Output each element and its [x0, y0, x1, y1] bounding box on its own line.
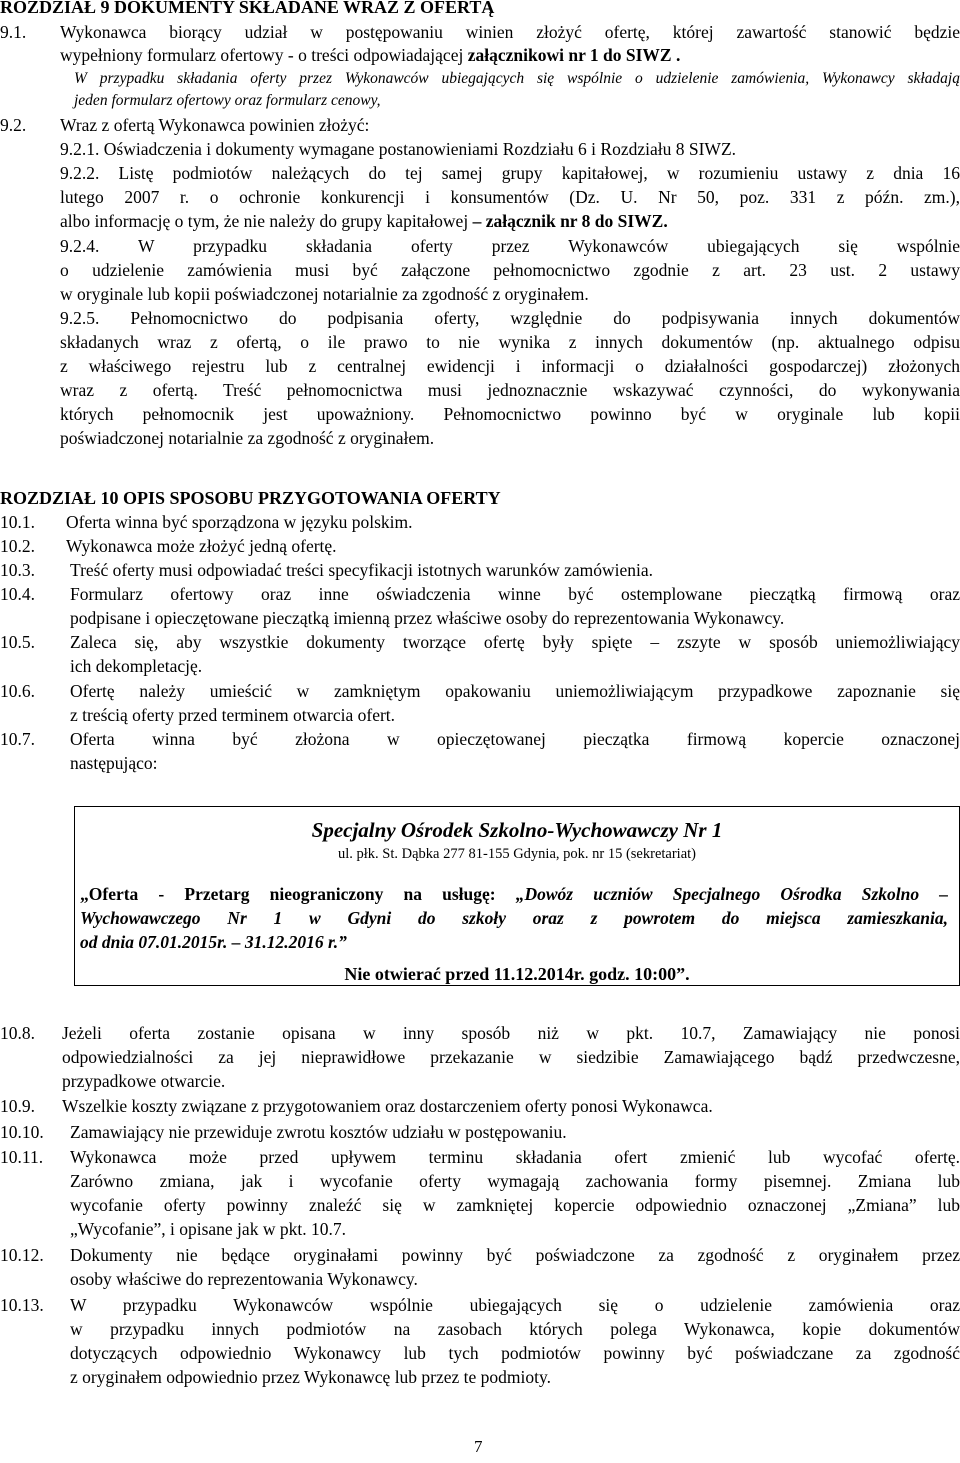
point-10-8-line-1: Jeżeli oferta zostanie opisana w inny sposób niż w pkt. 10.7, Zamawiający nie ponosi — [62, 1023, 960, 1043]
point-9-2-4-line-2: o udzielenie zamówienia musi być załączone pełnomocnictwo zgodnie z art. 23 ust. 2 ustawy — [60, 260, 960, 280]
point-10-13-number: 10.13. — [0, 1295, 44, 1315]
point-9-1-note-line-2: jeden formularz ofertowy oraz formularz cenowy, — [74, 92, 381, 109]
point-9-2-text: Wraz z ofertą Wykonawca powinien złożyć: — [60, 115, 370, 135]
point-10-9-text: Wszelkie koszty związane z przygotowaniem oraz dostarczeniem oferty ponosi Wykonawca. — [62, 1096, 713, 1116]
point-9-1-line-2: wypełniony formularz ofertowy - o treści odpowiadającej załącznikowi nr 1 do SIWZ . — [60, 45, 681, 65]
point-10-12-number: 10.12. — [0, 1245, 44, 1265]
point-9-2-5-line-2: składanych wraz z ofertą, o ile prawo to nie wynika z innych dokumentów (np. aktualnego odpisu — [60, 332, 960, 352]
point-10-5-number: 10.5. — [0, 632, 35, 652]
point-9-2-5-line-4: wraz z ofertą. Treść pełnomocnictwa musi jednoznacznie wskazywać czynności, do wykonywania — [60, 380, 960, 400]
point-10-6-line-1: Ofertę należy umieścić w zamkniętym opakowaniu uniemożliwiającym przypadkowe zapoznanie się — [70, 681, 960, 701]
point-9-1-note-line-1: W przypadku składania oferty przez Wykonawców ubiegających się wspólnie o udzielenie zamówienia, Wykonawcy składają — [74, 70, 960, 87]
point-10-8-line-2: odpowiedzialności za jej nieprawidłowe przekazanie w siedzibie Zamawiającego bądź przedwczesne, — [62, 1047, 960, 1067]
point-10-11-line-4: „Wycofanie”, i opisane jak w pkt. 10.7. — [70, 1219, 346, 1239]
point-9-2-1: 9.2.1. Oświadczenia i dokumenty wymagane postanowieniami Rozdziału 6 i Rozdziału 8 SIWZ. — [60, 139, 737, 159]
point-10-10-text: Zamawiający nie przewiduje zwrotu kosztów udziału w postępowaniu. — [70, 1122, 567, 1142]
point-10-13-line-2: w przypadku innych podmiotów na zasobach których polega Wykonawca, kopie dokumentów — [70, 1319, 960, 1339]
point-10-2-text: Wykonawca może złożyć jedną ofertę. — [66, 536, 337, 556]
point-9-2-5-line-6: poświadczonej notarialnie za zgodność z oryginałem. — [60, 428, 435, 448]
chapter-9-title: ROZDZIAŁ 9 DOKUMENTY SKŁADANE WRAZ Z OFERTĄ — [0, 0, 495, 17]
point-10-5-line-2: ich dekompletację. — [70, 656, 203, 676]
point-9-2-5-line-5: których pełnomocnik jest upoważniony. Pełnomocnictwo powinno być w oryginale lub kopii — [60, 404, 960, 424]
school-name: Specjalny Ośrodek Szkolno-Wychowawczy Nr 1 — [311, 818, 723, 842]
point-10-5-line-1: Zaleca się, aby wszystkie dokumenty tworzące ofertę były spięte – zszyte w sposób uniemożliwiający — [70, 632, 960, 652]
point-10-8-line-3: przypadkowe otwarcie. — [62, 1071, 226, 1091]
point-10-2-number: 10.2. — [0, 536, 35, 556]
point-10-13-line-1: W przypadku Wykonawców wspólnie ubiegających się o udzielenie zamówienia oraz — [70, 1295, 960, 1315]
point-9-2-4-line-1: 9.2.4. W przypadku składania oferty przez Wykonawców ubiegających się wspólnie — [60, 236, 960, 256]
point-9-2-5-line-1: 9.2.5. Pełnomocnictwo do podpisania oferty, względnie do podpisywania innych dokumentów — [60, 308, 960, 328]
point-10-3-text: Treść oferty musi odpowiadać treści specyfikacji istotnych warunków zamówienia. — [70, 560, 654, 580]
point-10-1-text: Oferta winna być sporządzona w języku polskim. — [66, 512, 413, 532]
offer-title-line-1: „Oferta - Przetarg nieograniczony na usługę: „Dowóz uczniów Specjalnego Ośrodka Szkolno – — [80, 884, 948, 904]
point-9-1-number: 9.1. — [0, 22, 27, 42]
point-10-8-number: 10.8. — [0, 1023, 35, 1043]
offer-title-line-2: Wychowawczego Nr 1 w Gdyni do szkoły oraz z powrotem do miejsca zamieszkania, — [80, 908, 948, 928]
do-not-open-notice: Nie otwierać przed 11.12.2014r. godz. 10:00”. — [344, 964, 690, 984]
point-10-11-line-2: Zarówno zmiana, jak i wycofanie oferty wymagają zachowania formy pisemnej. Zmiana lub — [70, 1171, 960, 1191]
point-9-2-5-line-3: z właściwego rejestru lub z centralnej ewidencji i informacji o działalności gospodarczej) złożonych — [60, 356, 960, 376]
point-10-11-number: 10.11. — [0, 1147, 44, 1167]
point-10-12-line-2: osoby właściwe do reprezentowania Wykonawcy. — [70, 1269, 418, 1289]
point-9-2-2-line-1: 9.2.2. Listę podmiotów należących do tej samej grupy kapitałowej, w rozumieniu ustawy z dnia 16 — [60, 163, 960, 183]
point-10-4-number: 10.4. — [0, 584, 35, 604]
point-10-11-line-1: Wykonawca może przed upływem terminu składania ofert zmienić lub wycofać ofertę. — [70, 1147, 960, 1167]
offer-title-line-3: od dnia 07.01.2015r. – 31.12.2016 r.” — [80, 932, 347, 952]
point-9-1-line-1: Wykonawca biorący udział w postępowaniu winien złożyć ofertę, której zawartość stanowić będzie — [60, 22, 960, 42]
point-10-9-number: 10.9. — [0, 1096, 35, 1116]
point-10-4-line-2: podpisane i opieczętowane pieczątką imienną przez właściwe osoby do reprezentowania Wykonawcy. — [70, 608, 785, 628]
point-10-7-line-1: Oferta winna być złożona w opieczętowanej pieczątka firmową kopercie oznaczonej — [70, 729, 960, 749]
point-10-4-line-1: Formularz ofertowy oraz inne oświadczenia winne być ostemplowane pieczątką firmową oraz — [70, 584, 960, 604]
page-number: 7 — [474, 1437, 483, 1456]
point-9-2-number: 9.2. — [0, 115, 27, 135]
point-10-3-number: 10.3. — [0, 560, 35, 580]
point-9-2-4-line-3: w oryginale lub kopii poświadczonej notarialnie za zgodność z oryginałem. — [60, 284, 589, 304]
point-10-13-line-3: dotyczących odpowiednio Wykonawcy lub tych podmiotów powinny być poświadczane za zgodność — [70, 1343, 960, 1363]
point-10-6-number: 10.6. — [0, 681, 35, 701]
point-9-2-2-line-3: albo informację o tym, że nie należy do grupy kapitałowej – załącznik nr 8 do SIWZ. — [60, 211, 668, 231]
point-10-11-line-3: wycofanie oferty powinny znaleźć się w zamkniętej kopercie odpowiednio oznaczonej „Zmiana” lub — [70, 1195, 960, 1215]
chapter-10-title: ROZDZIAŁ 10 OPIS SPOSOBU PRZYGOTOWANIA OFERTY — [0, 488, 501, 508]
point-10-12-line-1: Dokumenty nie będące oryginałami powinny być poświadczone za zgodność z oryginałem przez — [70, 1245, 960, 1265]
point-10-6-line-2: z treścią oferty przed terminem otwarcia ofert. — [70, 705, 396, 725]
point-10-7-number: 10.7. — [0, 729, 35, 749]
envelope-label-box — [74, 806, 960, 986]
point-9-2-2-line-2: lutego 2007 r. o ochronie konkurencji i konsumentów (Dz. U. Nr 50, poz. 331 z późn. zm.), — [60, 187, 960, 207]
point-10-1-number: 10.1. — [0, 512, 35, 532]
point-10-7-line-2: następująco: — [70, 753, 158, 773]
point-10-10-number: 10.10. — [0, 1122, 44, 1142]
point-10-13-line-4: z oryginałem odpowiednio przez Wykonawcę lub przez te podmioty. — [70, 1367, 552, 1387]
school-address: ul. płk. St. Dąbka 277 81-155 Gdynia, pok. nr 15 (sekretariat) — [338, 846, 696, 862]
